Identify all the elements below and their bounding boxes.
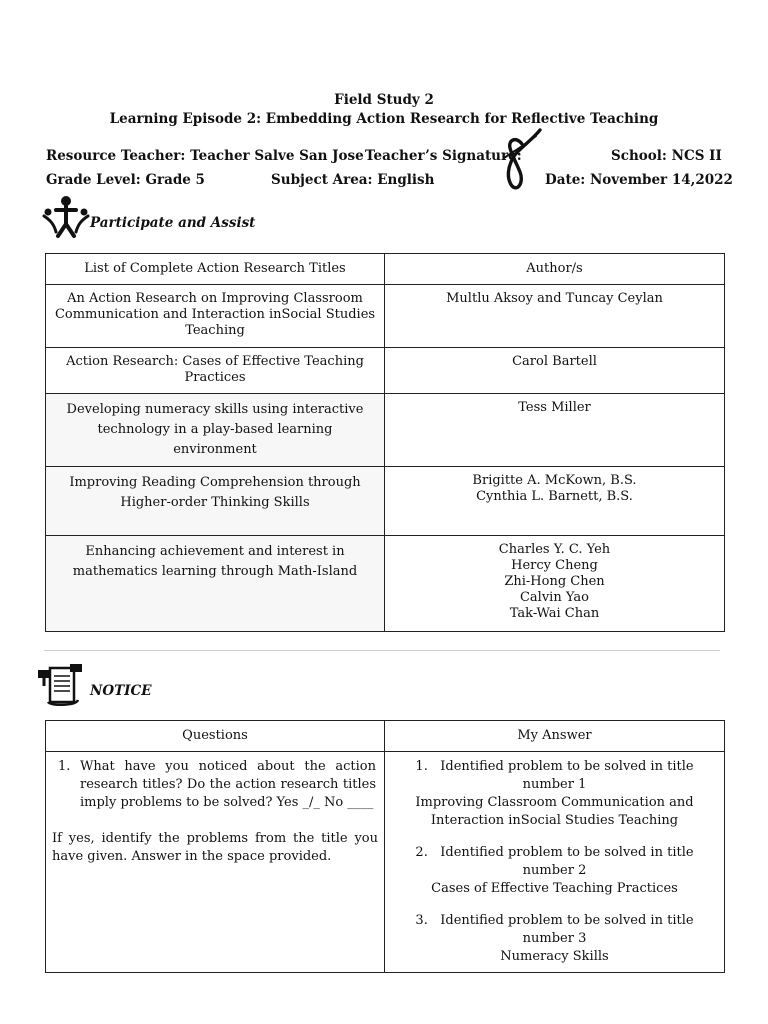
answer-heading: Identified problem to be solved in title number 1 — [440, 759, 694, 792]
handwritten-signature — [496, 126, 548, 194]
participate-title: Participate and Assist — [90, 215, 256, 231]
table-header-row — [46, 721, 725, 752]
scroll-notice-icon — [36, 662, 84, 706]
author-name: Tess Miller — [518, 400, 591, 415]
table-row — [46, 348, 725, 394]
document-subtitle: Learning Episode 2: Embedding Action Research for Reflective Teaching — [109, 111, 659, 127]
answer-heading: Identified problem to be solved in title number 3 — [440, 913, 694, 946]
date: Date: November 14,2022 — [545, 172, 733, 188]
grade-level: Grade Level: Grade 5 — [46, 172, 205, 188]
author-name: Charles Y. C. Yeh — [498, 542, 611, 557]
answer-body: Improving Classroom Communication and Interaction inSocial Studies Teaching — [415, 795, 694, 828]
notice-table — [45, 720, 725, 973]
section-divider — [44, 650, 720, 651]
question-followup: If yes, identify the problems from the title you have given. Answer in the space provided. — [52, 831, 378, 864]
subject-area: Subject Area: English — [271, 172, 435, 188]
people-assist-icon — [42, 194, 90, 240]
research-title: Improving Reading Comprehension through Higher-order Thinking Skills — [46, 467, 385, 536]
answer-cell — [385, 752, 725, 973]
question-number: 1. — [58, 759, 71, 774]
table-row — [46, 394, 725, 467]
answer-heading: Identified problem to be solved in title number 2 — [440, 845, 694, 878]
answer-body: Numeracy Skills — [500, 949, 609, 964]
research-authors — [385, 536, 725, 632]
research-authors — [385, 467, 725, 536]
author-name: Calvin Yao — [519, 590, 589, 605]
research-authors — [385, 285, 725, 348]
question-text: What have you noticed about the action research titles? Do the action research titles imply problems to be solved? Yes _/_ No ____ — [80, 759, 376, 810]
author-name: Zhi-Hong Chen — [504, 574, 605, 589]
notice-title: NOTICE — [90, 683, 152, 699]
table-row — [46, 752, 725, 973]
header-questions: Questions — [46, 721, 385, 752]
answer-number: 2. — [415, 845, 428, 860]
author-name: Brigitte A. McKown, B.S. — [472, 473, 637, 488]
resource-teacher: Resource Teacher: Teacher Salve San Jose — [46, 148, 364, 164]
research-authors — [385, 394, 725, 467]
research-titles-table — [45, 253, 725, 632]
answer-number: 1. — [415, 759, 428, 774]
author-name: Hercy Cheng — [511, 558, 598, 573]
table-row — [46, 467, 725, 536]
document-title: Field Study 2 — [334, 92, 434, 108]
question-item — [52, 758, 378, 812]
answer-body: Cases of Effective Teaching Practices — [431, 881, 678, 896]
signature-label: Teacher’s Signature: — [365, 148, 522, 164]
author-name: Tak-Wai Chan — [509, 606, 600, 621]
answer-item — [393, 758, 716, 830]
answer-item — [393, 912, 716, 966]
table-row — [46, 285, 725, 348]
header-authors: Author/s — [385, 254, 725, 285]
research-title: Action Research: Cases of Effective Teaching Practices — [46, 348, 385, 394]
answer-item — [393, 844, 716, 898]
table-header-row — [46, 254, 725, 285]
author-name: Carol Bartell — [512, 354, 597, 369]
author-name: Cynthia L. Barnett, B.S. — [476, 489, 633, 504]
research-title: An Action Research on Improving Classroom Communication and Interaction inSocial Studies Teaching — [46, 285, 385, 348]
research-title: Developing numeracy skills using interactive technology in a play-based learning environment — [46, 394, 385, 467]
header-titles: List of Complete Action Research Titles — [46, 254, 385, 285]
author-name: Multlu Aksoy and Tuncay Ceylan — [446, 291, 663, 306]
header-my-answer: My Answer — [385, 721, 725, 752]
school: School: NCS II — [611, 148, 722, 164]
research-title: Enhancing achievement and interest in mathematics learning through Math-Island — [46, 536, 385, 632]
question-cell — [46, 752, 385, 973]
answer-number: 3. — [415, 913, 428, 928]
table-row — [46, 536, 725, 632]
research-authors — [385, 348, 725, 394]
